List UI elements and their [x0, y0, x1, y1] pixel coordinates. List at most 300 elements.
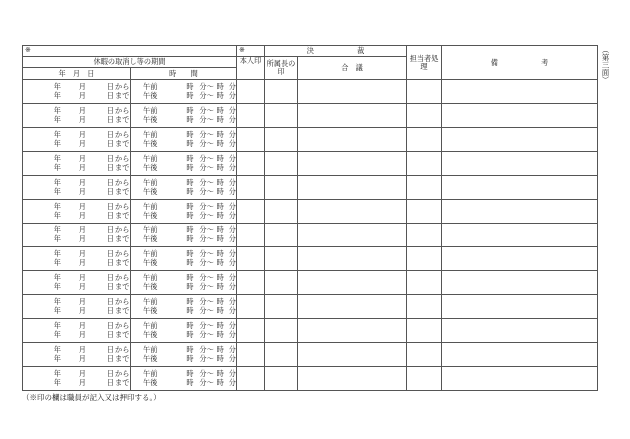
- minute-label: 分: [228, 249, 236, 259]
- decision-header: 決 裁: [265, 46, 407, 57]
- year-label: 年: [53, 330, 61, 340]
- minute-label: 分: [228, 330, 236, 340]
- day-label: 日: [106, 129, 114, 139]
- tilde-label: ～: [206, 177, 214, 187]
- minute-label: 分: [228, 105, 236, 115]
- consult-cell[interactable]: [298, 223, 407, 247]
- year-label: 年: [53, 273, 61, 283]
- hour-label: 時: [216, 162, 224, 172]
- year-label: 年: [53, 105, 61, 115]
- tilde-label: ～: [206, 105, 214, 115]
- minute-label: 分: [199, 354, 207, 364]
- minute-label: 分: [228, 258, 236, 268]
- self-stamp-header: 本人印: [237, 57, 265, 80]
- minute-label: 分: [199, 81, 207, 91]
- period-row: [23, 199, 598, 223]
- self-stamp-cell[interactable]: [237, 367, 265, 391]
- director-stamp-cell[interactable]: [265, 175, 298, 199]
- period-row: [23, 271, 598, 295]
- pm-label: 午後: [143, 306, 158, 316]
- month-label: 月: [78, 186, 86, 196]
- month-label: 月: [78, 90, 86, 100]
- handler-cell[interactable]: [407, 271, 442, 295]
- minute-label: 分: [199, 297, 207, 307]
- self-stamp-cell[interactable]: [237, 80, 265, 104]
- tilde-label: ～: [206, 186, 214, 196]
- time-column-header: 時 間: [131, 68, 237, 80]
- period-row: [23, 175, 598, 199]
- from-label: から: [115, 81, 130, 91]
- consult-header: 合 議: [298, 57, 407, 80]
- hour-label: 時: [186, 177, 194, 187]
- month-label: 月: [78, 162, 86, 172]
- hour-label: 時: [186, 321, 194, 331]
- time-cell[interactable]: [131, 199, 237, 223]
- consult-cell[interactable]: [298, 127, 407, 151]
- self-stamp-cell[interactable]: [237, 199, 265, 223]
- hour-label: 時: [216, 210, 224, 220]
- date-cell[interactable]: [23, 319, 131, 343]
- year-label: 年: [53, 138, 61, 148]
- time-cell[interactable]: [131, 367, 237, 391]
- minute-label: 分: [228, 297, 236, 307]
- day-label: 日: [106, 210, 114, 220]
- period-mark: ※: [23, 46, 237, 57]
- minute-label: 分: [228, 354, 236, 364]
- director-stamp-cell[interactable]: [265, 199, 298, 223]
- handler-cell[interactable]: [407, 175, 442, 199]
- consult-cell[interactable]: [298, 80, 407, 104]
- pm-label: 午後: [143, 354, 158, 364]
- month-label: 月: [78, 225, 86, 235]
- period-title: 休暇の取消し等の期間: [23, 57, 237, 68]
- year-label: 年: [53, 186, 61, 196]
- minute-label: 分: [228, 177, 236, 187]
- day-label: 日: [106, 138, 114, 148]
- day-label: 日: [106, 225, 114, 235]
- until-label: まで: [115, 90, 130, 100]
- time-cell[interactable]: [131, 343, 237, 367]
- minute-label: 分: [228, 201, 236, 211]
- handler-cell[interactable]: [407, 247, 442, 271]
- tilde-label: ～: [206, 306, 214, 316]
- tilde-label: ～: [206, 162, 214, 172]
- minute-label: 分: [199, 186, 207, 196]
- minute-label: 分: [228, 306, 236, 316]
- remarks-cell[interactable]: [442, 80, 598, 104]
- until-label: まで: [115, 162, 130, 172]
- hour-label: 時: [186, 81, 194, 91]
- self-stamp-cell[interactable]: [237, 151, 265, 175]
- date-column-header: 年 月 日: [23, 68, 131, 80]
- minute-label: 分: [228, 114, 236, 124]
- pm-label: 午後: [143, 330, 158, 340]
- minute-label: 分: [199, 330, 207, 340]
- hour-label: 時: [186, 201, 194, 211]
- am-label: 午前: [143, 105, 158, 115]
- tilde-label: ～: [206, 114, 214, 124]
- minute-label: 分: [199, 105, 207, 115]
- hour-label: 時: [216, 330, 224, 340]
- year-label: 年: [53, 81, 61, 91]
- year-label: 年: [53, 162, 61, 172]
- minute-label: 分: [199, 306, 207, 316]
- until-label: まで: [115, 306, 130, 316]
- month-label: 月: [78, 129, 86, 139]
- am-label: 午前: [143, 201, 158, 211]
- day-label: 日: [106, 273, 114, 283]
- period-row: [23, 80, 598, 104]
- am-label: 午前: [143, 249, 158, 259]
- self-stamp-mark: ※: [237, 46, 265, 57]
- day-label: 日: [106, 378, 114, 388]
- consult-cell[interactable]: [298, 271, 407, 295]
- minute-label: 分: [228, 225, 236, 235]
- month-label: 月: [78, 306, 86, 316]
- consult-cell[interactable]: [298, 367, 407, 391]
- year-label: 年: [53, 369, 61, 379]
- until-label: まで: [115, 354, 130, 364]
- day-label: 日: [106, 282, 114, 292]
- until-label: まで: [115, 210, 130, 220]
- minute-label: 分: [228, 273, 236, 283]
- consult-cell[interactable]: [298, 151, 407, 175]
- minute-label: 分: [199, 201, 207, 211]
- director-stamp-cell[interactable]: [265, 271, 298, 295]
- hour-label: 時: [186, 129, 194, 139]
- director-stamp-cell[interactable]: [265, 247, 298, 271]
- from-label: から: [115, 321, 130, 331]
- handler-cell[interactable]: [407, 127, 442, 151]
- from-label: から: [115, 129, 130, 139]
- consult-cell[interactable]: [298, 247, 407, 271]
- self-stamp-cell[interactable]: [237, 295, 265, 319]
- year-label: 年: [53, 354, 61, 364]
- year-label: 年: [53, 306, 61, 316]
- month-label: 月: [78, 234, 86, 244]
- date-cell[interactable]: [23, 103, 131, 127]
- remarks-cell[interactable]: [442, 271, 598, 295]
- consult-cell[interactable]: [298, 199, 407, 223]
- period-row: [23, 247, 598, 271]
- remarks-cell[interactable]: [442, 367, 598, 391]
- date-cell[interactable]: [23, 343, 131, 367]
- month-label: 月: [78, 138, 86, 148]
- date-cell[interactable]: [23, 199, 131, 223]
- year-label: 年: [53, 282, 61, 292]
- director-stamp-header: 所属長の印: [265, 57, 298, 80]
- time-cell[interactable]: [131, 103, 237, 127]
- period-row: [23, 103, 598, 127]
- handler-cell[interactable]: [407, 151, 442, 175]
- hour-label: 時: [216, 354, 224, 364]
- minute-label: 分: [199, 225, 207, 235]
- day-label: 日: [106, 162, 114, 172]
- date-cell[interactable]: [23, 295, 131, 319]
- director-stamp-cell[interactable]: [265, 151, 298, 175]
- handler-cell[interactable]: [407, 199, 442, 223]
- am-label: 午前: [143, 321, 158, 331]
- year-label: 年: [53, 177, 61, 187]
- year-label: 年: [53, 378, 61, 388]
- minute-label: 分: [199, 258, 207, 268]
- minute-label: 分: [199, 162, 207, 172]
- time-cell[interactable]: [131, 80, 237, 104]
- director-stamp-cell[interactable]: [265, 295, 298, 319]
- date-cell[interactable]: [23, 127, 131, 151]
- hour-label: 時: [216, 105, 224, 115]
- tilde-label: ～: [206, 354, 214, 364]
- from-label: から: [115, 225, 130, 235]
- tilde-label: ～: [206, 297, 214, 307]
- remarks-cell[interactable]: [442, 343, 598, 367]
- time-cell[interactable]: [131, 295, 237, 319]
- date-cell[interactable]: [23, 151, 131, 175]
- minute-label: 分: [228, 282, 236, 292]
- hour-label: 時: [216, 306, 224, 316]
- hour-label: 時: [186, 105, 194, 115]
- month-label: 月: [78, 369, 86, 379]
- year-label: 年: [53, 90, 61, 100]
- am-label: 午前: [143, 345, 158, 355]
- remarks-cell[interactable]: [442, 151, 598, 175]
- until-label: まで: [115, 330, 130, 340]
- day-label: 日: [106, 249, 114, 259]
- month-label: 月: [78, 297, 86, 307]
- hour-label: 時: [216, 129, 224, 139]
- minute-label: 分: [199, 177, 207, 187]
- from-label: から: [115, 105, 130, 115]
- am-label: 午前: [143, 225, 158, 235]
- period-row: [23, 319, 598, 343]
- time-cell[interactable]: [131, 223, 237, 247]
- consult-cell[interactable]: [298, 175, 407, 199]
- self-stamp-cell[interactable]: [237, 175, 265, 199]
- director-stamp-cell[interactable]: [265, 319, 298, 343]
- hour-label: 時: [186, 330, 194, 340]
- time-cell[interactable]: [131, 319, 237, 343]
- hour-label: 時: [186, 90, 194, 100]
- pm-label: 午後: [143, 90, 158, 100]
- until-label: まで: [115, 378, 130, 388]
- minute-label: 分: [199, 114, 207, 124]
- year-label: 年: [53, 201, 61, 211]
- time-cell[interactable]: [131, 151, 237, 175]
- hour-label: 時: [186, 306, 194, 316]
- handler-cell[interactable]: [407, 343, 442, 367]
- year-label: 年: [53, 129, 61, 139]
- year-label: 年: [53, 153, 61, 163]
- month-label: 月: [78, 114, 86, 124]
- consult-cell[interactable]: [298, 295, 407, 319]
- remarks-cell[interactable]: [442, 247, 598, 271]
- handler-header: 担当者処理: [407, 46, 442, 80]
- handler-cell[interactable]: [407, 103, 442, 127]
- day-label: 日: [106, 234, 114, 244]
- remarks-cell[interactable]: [442, 319, 598, 343]
- hour-label: 時: [186, 345, 194, 355]
- month-label: 月: [78, 177, 86, 187]
- year-label: 年: [53, 225, 61, 235]
- director-stamp-cell[interactable]: [265, 103, 298, 127]
- day-label: 日: [106, 354, 114, 364]
- remarks-cell[interactable]: [442, 223, 598, 247]
- tilde-label: ～: [206, 138, 214, 148]
- minute-label: 分: [199, 210, 207, 220]
- year-label: 年: [53, 258, 61, 268]
- hour-label: 時: [216, 186, 224, 196]
- tilde-label: ～: [206, 378, 214, 388]
- year-label: 年: [53, 114, 61, 124]
- time-cell[interactable]: [131, 175, 237, 199]
- self-stamp-cell[interactable]: [237, 319, 265, 343]
- day-label: 日: [106, 105, 114, 115]
- day-label: 日: [106, 177, 114, 187]
- minute-label: 分: [199, 129, 207, 139]
- period-row: [23, 127, 598, 151]
- date-cell[interactable]: [23, 271, 131, 295]
- pm-label: 午後: [143, 138, 158, 148]
- day-label: 日: [106, 306, 114, 316]
- month-label: 月: [78, 345, 86, 355]
- remarks-cell[interactable]: [442, 295, 598, 319]
- hour-label: 時: [186, 378, 194, 388]
- hour-label: 時: [186, 114, 194, 124]
- month-label: 月: [78, 201, 86, 211]
- from-label: から: [115, 153, 130, 163]
- self-stamp-cell[interactable]: [237, 223, 265, 247]
- director-stamp-cell[interactable]: [265, 80, 298, 104]
- day-label: 日: [106, 345, 114, 355]
- hour-label: 時: [216, 225, 224, 235]
- director-stamp-cell[interactable]: [265, 127, 298, 151]
- minute-label: 分: [228, 378, 236, 388]
- until-label: まで: [115, 138, 130, 148]
- self-stamp-cell[interactable]: [237, 343, 265, 367]
- month-label: 月: [78, 249, 86, 259]
- director-stamp-cell[interactable]: [265, 343, 298, 367]
- pm-label: 午後: [143, 258, 158, 268]
- hour-label: 時: [216, 249, 224, 259]
- date-cell[interactable]: [23, 175, 131, 199]
- director-stamp-cell[interactable]: [265, 223, 298, 247]
- consult-cell[interactable]: [298, 343, 407, 367]
- date-cell[interactable]: [23, 247, 131, 271]
- hour-label: 時: [216, 177, 224, 187]
- director-stamp-cell[interactable]: [265, 367, 298, 391]
- day-label: 日: [106, 297, 114, 307]
- minute-label: 分: [228, 90, 236, 100]
- minute-label: 分: [199, 273, 207, 283]
- tilde-label: ～: [206, 234, 214, 244]
- day-label: 日: [106, 330, 114, 340]
- hour-label: 時: [216, 321, 224, 331]
- remarks-cell[interactable]: [442, 175, 598, 199]
- minute-label: 分: [228, 186, 236, 196]
- tilde-label: ～: [206, 81, 214, 91]
- hour-label: 時: [186, 225, 194, 235]
- self-stamp-cell[interactable]: [237, 247, 265, 271]
- period-row: [23, 151, 598, 175]
- hour-label: 時: [216, 153, 224, 163]
- self-stamp-cell[interactable]: [237, 103, 265, 127]
- hour-label: 時: [216, 369, 224, 379]
- minute-label: 分: [228, 210, 236, 220]
- time-cell[interactable]: [131, 127, 237, 151]
- self-stamp-cell[interactable]: [237, 271, 265, 295]
- am-label: 午前: [143, 177, 158, 187]
- tilde-label: ～: [206, 330, 214, 340]
- tilde-label: ～: [206, 129, 214, 139]
- minute-label: 分: [228, 162, 236, 172]
- time-cell[interactable]: [131, 271, 237, 295]
- hour-label: 時: [216, 81, 224, 91]
- minute-label: 分: [199, 234, 207, 244]
- remarks-cell[interactable]: [442, 199, 598, 223]
- from-label: から: [115, 297, 130, 307]
- minute-label: 分: [228, 234, 236, 244]
- date-cell[interactable]: [23, 223, 131, 247]
- hour-label: 時: [216, 90, 224, 100]
- consult-cell[interactable]: [298, 103, 407, 127]
- minute-label: 分: [199, 90, 207, 100]
- remarks-cell[interactable]: [442, 103, 598, 127]
- time-cell[interactable]: [131, 247, 237, 271]
- until-label: まで: [115, 258, 130, 268]
- from-label: から: [115, 345, 130, 355]
- period-row: [23, 343, 598, 367]
- minute-label: 分: [199, 345, 207, 355]
- day-label: 日: [106, 369, 114, 379]
- tilde-label: ～: [206, 369, 214, 379]
- handler-cell[interactable]: [407, 367, 442, 391]
- year-label: 年: [53, 297, 61, 307]
- handler-cell[interactable]: [407, 223, 442, 247]
- hour-label: 時: [186, 369, 194, 379]
- hour-label: 時: [216, 114, 224, 124]
- leave-cancellation-form: [22, 45, 597, 390]
- hour-label: 時: [186, 273, 194, 283]
- hour-label: 時: [186, 162, 194, 172]
- pm-label: 午後: [143, 162, 158, 172]
- am-label: 午前: [143, 129, 158, 139]
- month-label: 月: [78, 210, 86, 220]
- handler-cell[interactable]: [407, 319, 442, 343]
- handler-cell[interactable]: [407, 295, 442, 319]
- minute-label: 分: [199, 249, 207, 259]
- day-label: 日: [106, 81, 114, 91]
- self-stamp-cell[interactable]: [237, 127, 265, 151]
- remarks-cell[interactable]: [442, 127, 598, 151]
- minute-label: 分: [228, 369, 236, 379]
- hour-label: 時: [186, 153, 194, 163]
- hour-label: 時: [186, 138, 194, 148]
- year-label: 年: [53, 249, 61, 259]
- date-cell[interactable]: [23, 367, 131, 391]
- pm-label: 午後: [143, 186, 158, 196]
- handler-cell[interactable]: [407, 80, 442, 104]
- consult-cell[interactable]: [298, 319, 407, 343]
- date-cell[interactable]: [23, 80, 131, 104]
- minute-label: 分: [199, 321, 207, 331]
- minute-label: 分: [228, 153, 236, 163]
- tilde-label: ～: [206, 273, 214, 283]
- month-label: 月: [78, 330, 86, 340]
- hour-label: 時: [186, 186, 194, 196]
- day-label: 日: [106, 258, 114, 268]
- pm-label: 午後: [143, 210, 158, 220]
- minute-label: 分: [228, 138, 236, 148]
